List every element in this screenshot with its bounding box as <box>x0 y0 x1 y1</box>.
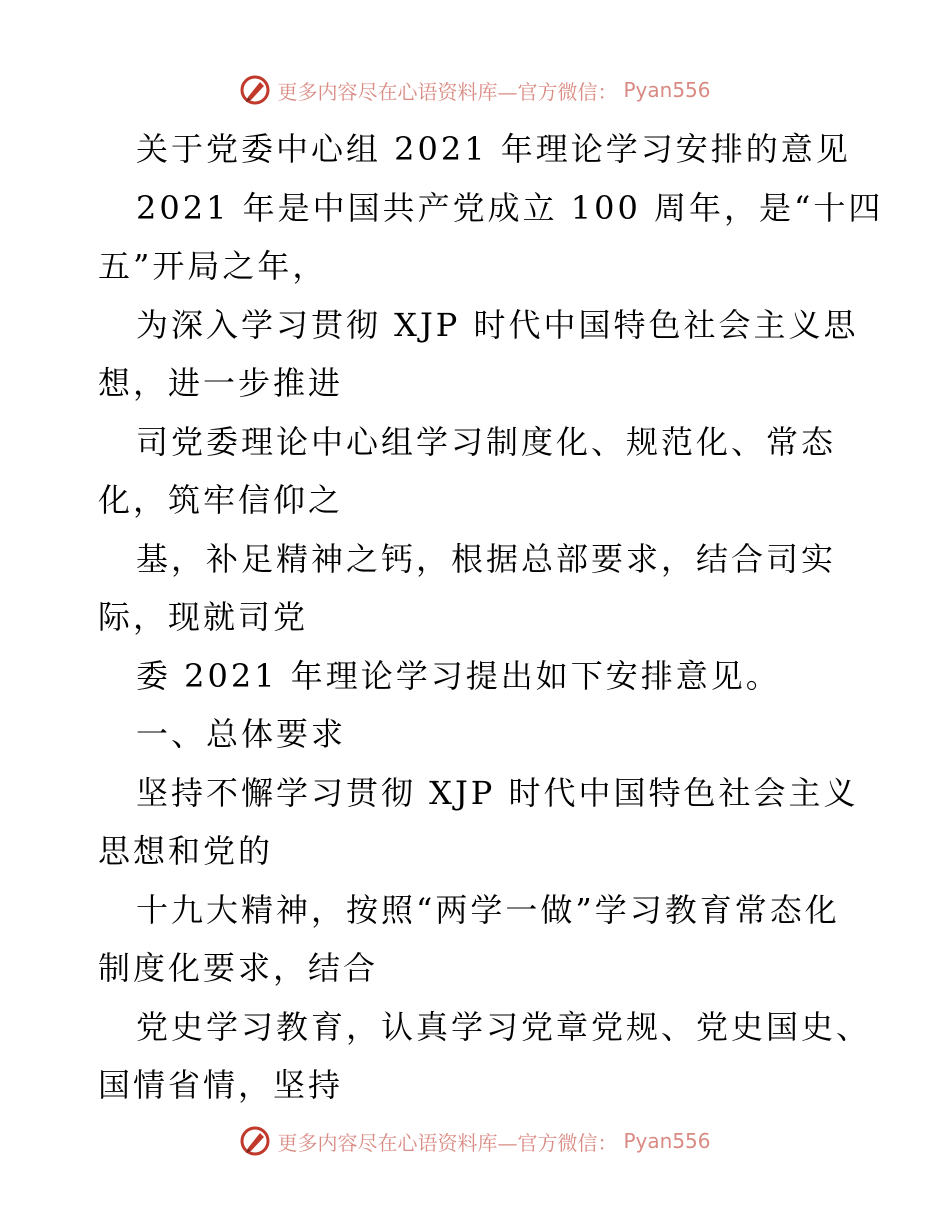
document-title: 关于党委中心组 2021 年理论学习安排的意见 <box>136 130 851 168</box>
watermark-wechat-id: Pyan556 <box>623 1129 711 1153</box>
text-line: 五”开局之年， <box>98 247 328 285</box>
document-body <box>98 120 884 1115</box>
watermark-group <box>239 1125 710 1157</box>
text-line: 化，筑牢信仰之 <box>98 481 344 519</box>
watermark-wechat-id: Pyan556 <box>623 78 711 102</box>
text-line: 为深入学习贯彻 XJP 时代中国特色社会主义思 <box>136 305 859 344</box>
pen-logo-icon <box>239 74 271 106</box>
watermark-text: 更多内容尽在心语资料库—官方微信： <box>277 79 618 104</box>
text-line: 委 2021 年理论学习提出如下安排意见。 <box>136 656 781 695</box>
watermark-group <box>239 74 710 106</box>
footer-watermark <box>0 1121 950 1161</box>
text-line: 十九大精神，按照“两学一做”学习教育常态化 <box>136 890 840 929</box>
text-line: 际，现就司党 <box>98 598 309 636</box>
pen-logo-icon <box>239 1125 271 1157</box>
header-watermark <box>0 70 950 110</box>
text-line: 想，进一步推进 <box>98 364 344 402</box>
text-line: 制度化要求，结合 <box>98 949 379 987</box>
text-line: 坚持不懈学习贯彻 XJP 时代中国特色社会主义 <box>136 773 859 812</box>
text-line: 党史学习教育，认真学习党章党规、党史国史、 <box>136 1007 872 1046</box>
text-line: 国情省情，坚持 <box>98 1066 344 1104</box>
text-line: 2021 年是中国共产党成立 100 周年，是“十四 <box>136 188 884 227</box>
text-line: 基，补足精神之钙，根据总部要求，结合司实 <box>136 539 837 578</box>
section-heading: 一、总体要求 <box>136 715 347 753</box>
text-line: 思想和党的 <box>98 832 274 870</box>
watermark-text: 更多内容尽在心语资料库—官方微信： <box>277 1130 618 1155</box>
text-line: 司党委理论中心组学习制度化、规范化、常态 <box>136 422 837 461</box>
